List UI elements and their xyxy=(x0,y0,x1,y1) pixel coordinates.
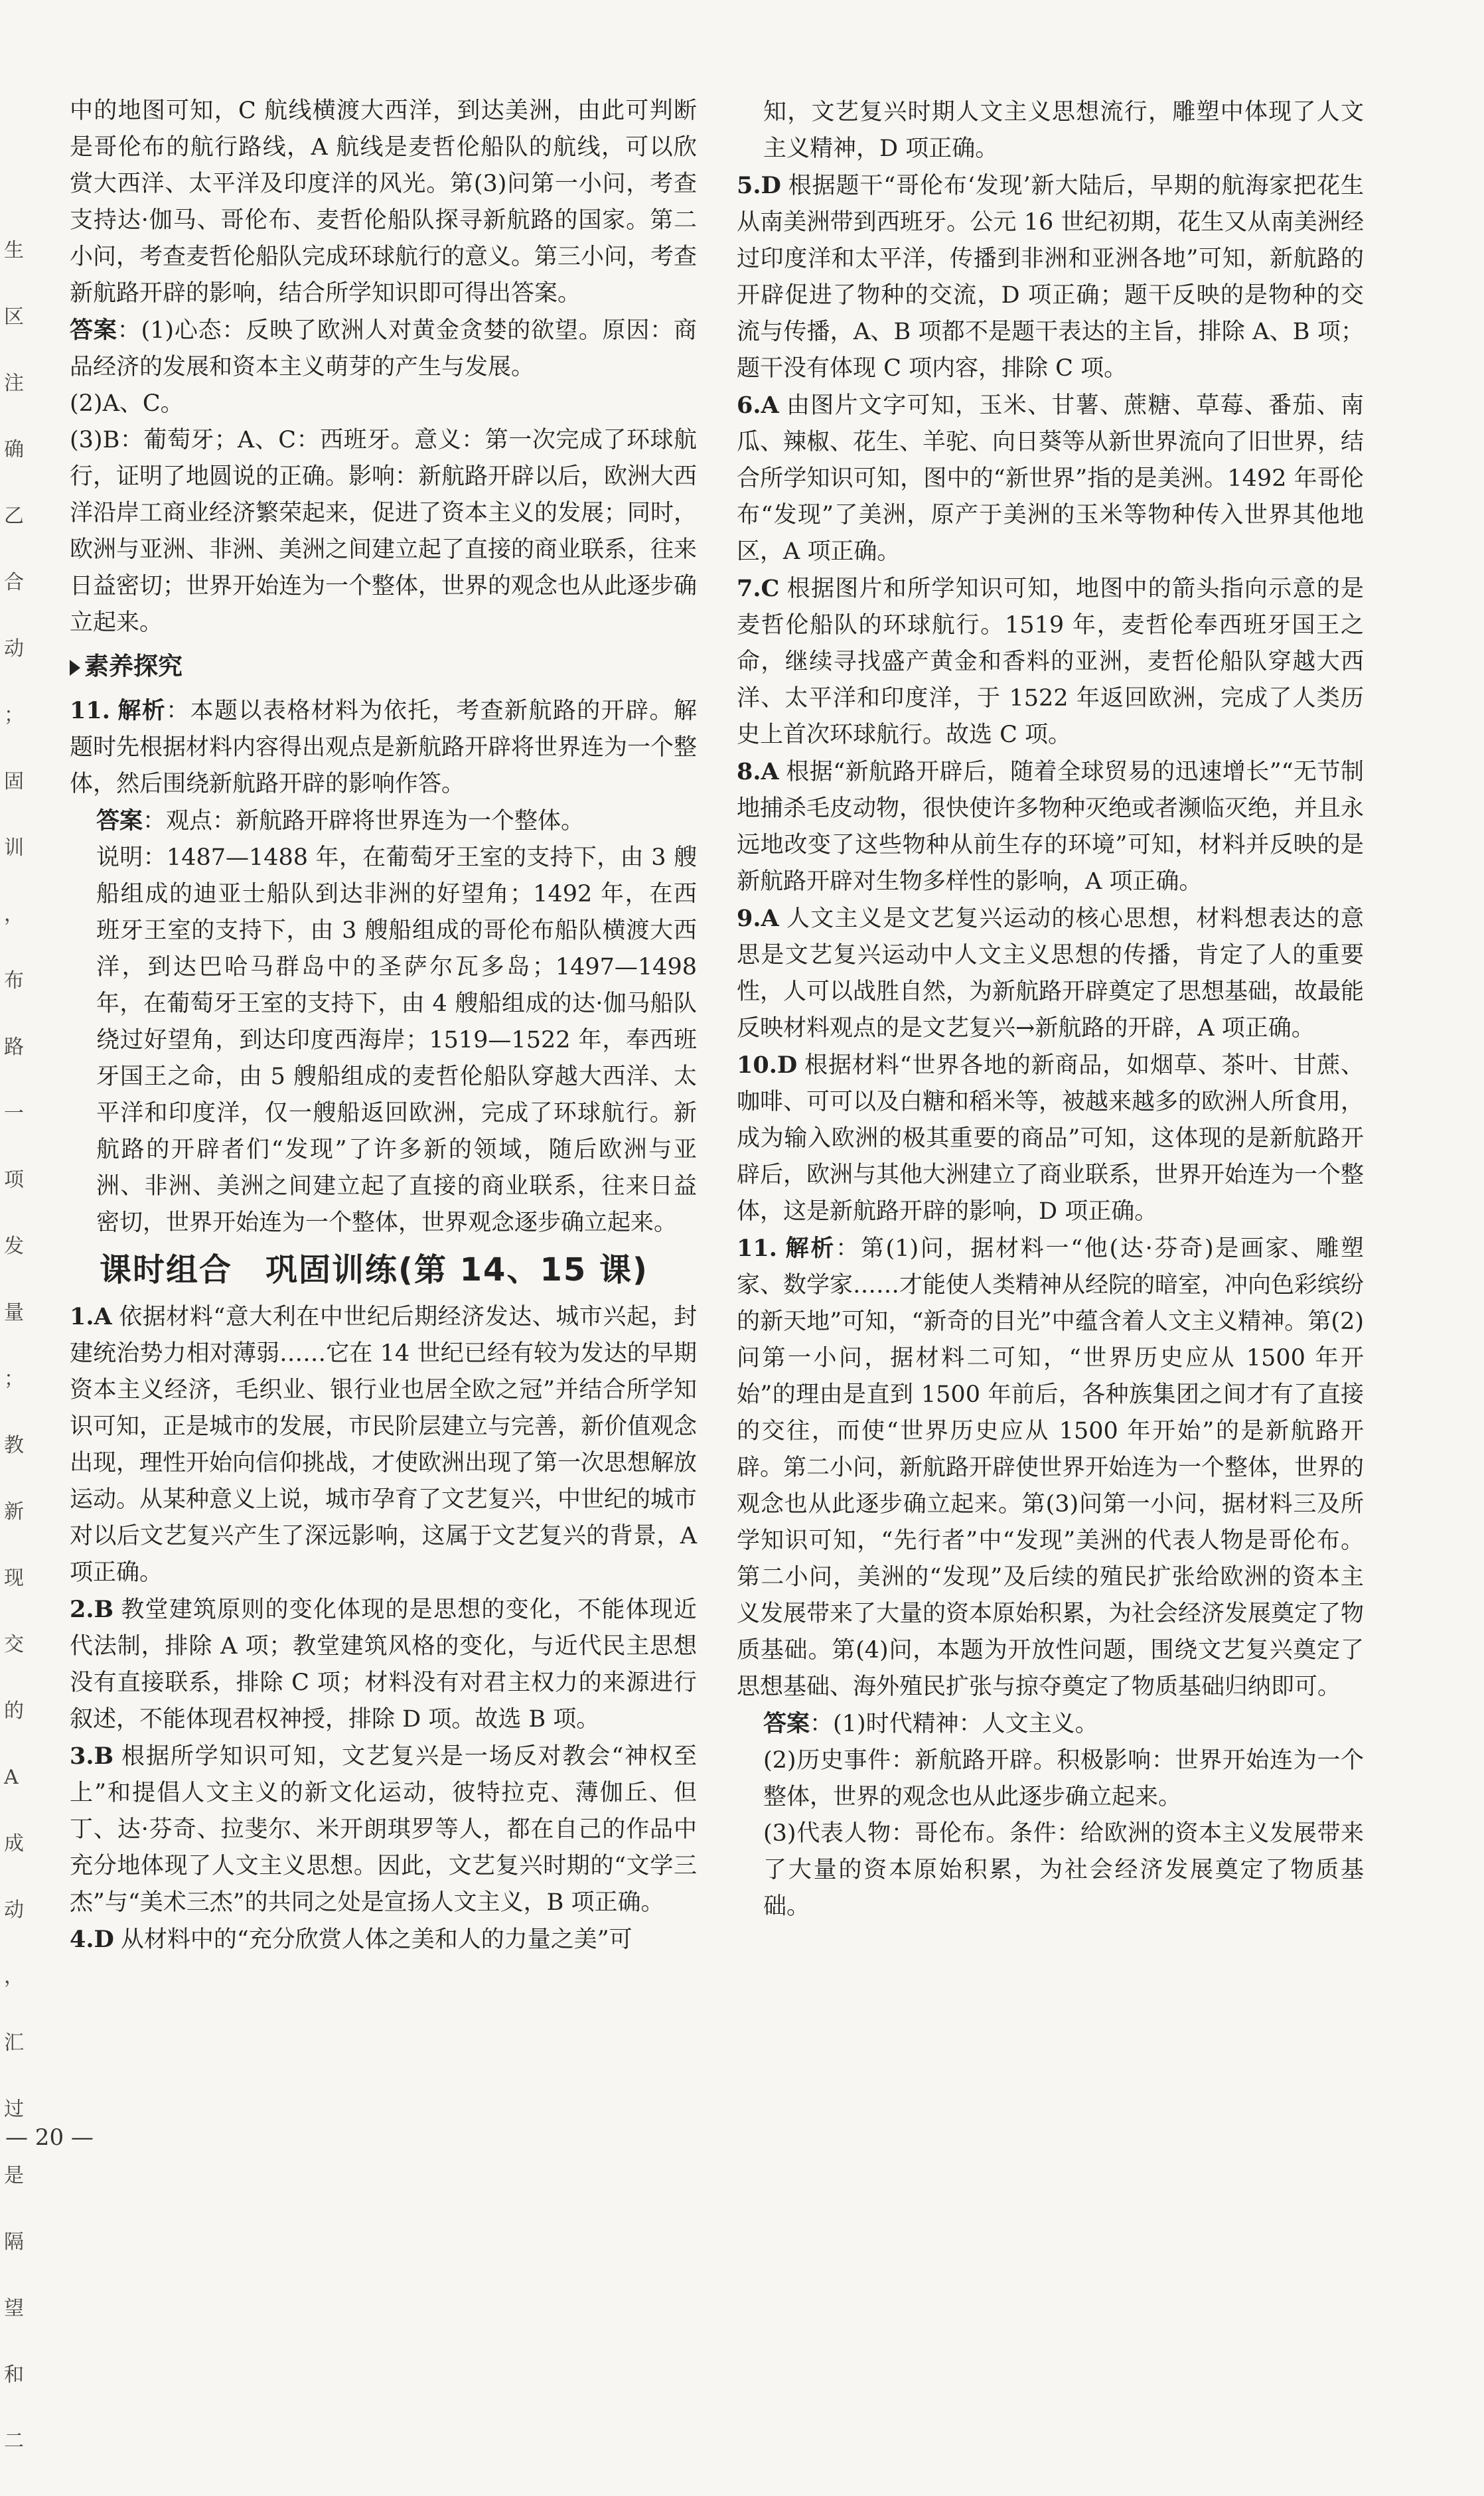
q11-analysis: ：本题以表格材料为依托，考查新航路的开辟。解题时先根据材料内容得出观点是新航路开辟将世界连为一个整体，然后围绕新航路开辟的影响作答。 xyxy=(70,698,698,797)
margin-char: ， xyxy=(4,903,24,926)
item-number: 5.D xyxy=(737,172,781,199)
item-text: 教堂建筑原则的变化体现的是思想的变化，不能体现近代法制，排除 A 项；教堂建筑风格的变化，与近代民主思想没有直接联系，排除 C 项；材料没有对君主权力的来源进行叙述，不能体现君权神授，排除 D 项。故选 B 项。 xyxy=(70,1597,697,1733)
margin-char: 注 xyxy=(4,372,24,395)
margin-char: 二 xyxy=(4,2430,24,2453)
margin-char: 训 xyxy=(4,836,24,860)
answer-item xyxy=(737,167,1364,387)
q11-answer-3: (3)代表人物：哥伦布。条件：给欧洲的资本主义发展带来了大量的资本原始积累，为社会经济发展奠定了物质基础。 xyxy=(763,1820,1364,1920)
margin-char: 是 xyxy=(4,2164,24,2187)
margin-char: 确 xyxy=(4,438,24,461)
right-answer-list xyxy=(737,167,1364,1230)
item-text: 根据题干“哥伦布‘发现’新大陆后，早期的航海家把花生从南美洲带到西班牙。公元 16 世纪初期，花生又从南美洲经过印度洋和太平洋，传播到非洲和亚洲各地”可知，新航路的开辟促进了物种的交流，D 项正确；题干反映的是物种的交流与传播，A、B 项都不是题干表达的主旨，排除 A、B 项；题干没有体现 C 项内容，排除 C 项。 xyxy=(737,173,1364,382)
item-number: 8.A xyxy=(737,758,779,785)
margin-char: 乙 xyxy=(4,505,24,528)
margin-char: 新 xyxy=(4,1500,24,1523)
margin-char: 区 xyxy=(4,305,24,329)
item-text: 依据材料“意大利在中世纪后期经济发达、城市兴起，封建统治势力相对薄弱……它在 14 世纪已经有较为发达的早期资本主义经济，毛织业、银行业也居全欧之冠”并结合所学知识可知，正是城市的发展，市民阶层建立与完善，新价值观念出现，理性开始向信仰挑战，才使欧洲出现了第一次思想解放运动。从某种意义上说，城市孕育了文艺复兴，中世纪的城市对以后文艺复兴产生了深远影响，这属于文艺复兴的背景，A 项正确。 xyxy=(70,1304,698,1586)
item-text: 由图片文字可知，玉米、甘薯、蔗糖、草莓、番茄、南瓜、辣椒、花生、羊驼、向日葵等从新世界流向了旧世界，结合所学知识可知，图中的“新世界”指的是美洲。1492 年哥伦布“发现”了美洲，原产于美洲的玉米等物种传入世界其他地区，A 项正确。 xyxy=(737,392,1365,565)
q11-answer-1: ：(1)时代精神：人文主义。 xyxy=(810,1711,1098,1737)
answer-label: 答案 xyxy=(70,317,117,344)
margin-char: 一 xyxy=(4,1102,24,1125)
right-column xyxy=(737,94,1364,1925)
answer-item xyxy=(737,570,1364,753)
lesson-title: 课时组合 巩固训练(第 14、15 课) xyxy=(100,1251,648,1288)
item-number: 3.B xyxy=(70,1743,114,1770)
q11-analysis-right: ：第(1)问，据材料一“他(达·芬奇)是画家、雕塑家、数学家……才能使人类精神从经院的暗室，冲向色彩缤纷的新天地”可知，“新奇的目光”中蕴含着人文主义精神。第(2)问第一小问，据材料二可知，“世界历史应从 1500 年开始”的理由是直到 1500 年前后，各种族集团之间才有了直接的交往，而使“世界历史应从 1500 年开始”的是新航路开辟。第二小问，新航路开辟使世界开始连为一个整体，世界的观念也从此逐步确立起来。第(3)问第一小问，据材料三及所学知识可知，“先行者”中“发现”美洲的代表人物是哥伦布。第二小问，美洲的“发现”及后续的殖民扩张给欧洲的资本主义发展带来了大量的资本原始积累，为社会经济发展奠定了物质基础。第(4)问，本题为开放性问题，围绕文艺复兴奠定了思想基础、海外殖民扩张与掠夺奠定了物质基础归纳即可。 xyxy=(737,1235,1365,1700)
margin-char: 隔 xyxy=(4,2230,24,2254)
answer-item xyxy=(70,1738,697,1921)
margin-char: 成 xyxy=(4,1832,24,1855)
item-text: 根据材料“世界各地的新商品，如烟草、茶叶、甘蔗、咖啡、可可以及白糖和稻米等，被越来越多的欧洲人所食用，成为输入欧洲的极其重要的商品”可知，这体现的是新航路开辟后，欧洲与其他大洲建立了商业联系，世界开始连为一个整体，这是新航路开辟的影响，D 项正确。 xyxy=(737,1052,1365,1225)
item-number: 7.C xyxy=(737,575,780,602)
answer-item xyxy=(737,1047,1364,1230)
margin-char: 合 xyxy=(4,571,24,594)
intro-paragraph: 中的地图可知，C 航线横渡大西洋，到达美洲，由此可判断是哥伦布的航行路线，A 航线是麦哲伦船队的航线，可以欣赏大西洋、太平洋及印度洋的风光。第(3)问第一小问，考查支持达·伽马、哥伦布、麦哲伦船队探寻新航路的国家。第二小问，考查麦哲伦船队完成环球航行的意义。第三小问，考查新航路开辟的影响，结合所学知识即可得出答案。 xyxy=(70,98,698,307)
q11-answer: ：观点：新航路开辟将世界连为一个整体。 xyxy=(143,808,585,834)
item-text: 根据图片和所学知识可知，地图中的箭头指向示意的是麦哲伦船队的环球航行。1519 年，麦哲伦奉西班牙国王之命，继续寻找盛产黄金和香料的亚洲，麦哲伦船队穿越大西洋、太平洋和印度洋，于 1522 年返回欧洲，完成了人类历史上首次环球航行。故选 C 项。 xyxy=(737,576,1364,748)
item-number: 9.A xyxy=(737,905,779,932)
answer-label: 答案 xyxy=(96,807,143,834)
item-number: 6.A xyxy=(737,392,779,419)
margin-char: 望 xyxy=(4,2297,24,2320)
margin-char: ； xyxy=(4,704,24,727)
margin-char: 动 xyxy=(4,1899,24,1922)
arrow-marker-icon xyxy=(70,660,80,676)
page-number: — 20 — xyxy=(5,2124,94,2151)
item-number: 1.A xyxy=(70,1303,112,1330)
question-number: 11. xyxy=(70,697,110,724)
margin-char: 和 xyxy=(4,2363,24,2386)
item-text: 根据“新航路开辟后，随着全球贸易的迅速增长”“无节制地捕杀毛皮动物，很快使许多物种灭绝或者濒临灭绝，并且永远地改变了这些物种从前生存的环境”可知，材料并反映的是新航路开辟对生物多样性的影响，A 项正确。 xyxy=(737,759,1365,895)
margin-char: 的 xyxy=(4,1699,24,1723)
left-answer-list xyxy=(70,1298,697,1958)
left-margin-fragments xyxy=(4,239,24,2496)
margin-char: 项 xyxy=(4,1168,24,1192)
answer-item xyxy=(70,1298,697,1591)
margin-char: 动 xyxy=(4,637,24,661)
question-number: 11. xyxy=(737,1235,777,1262)
analysis-label: 解析 xyxy=(783,1235,836,1262)
item-number: 2.B xyxy=(70,1596,114,1623)
answer-1: ：(1)心态：反映了欧洲人对黄金贪婪的欲望。原因：商品经济的发展和资本主义萌芽的产生与发展。 xyxy=(70,317,697,380)
q11-answer-2: (2)历史事件：新航路开辟。积极影响：世界开始连为一个整体，世界的观念也从此逐步确立起来。 xyxy=(763,1747,1364,1810)
item-text: 从材料中的“充分欣赏人体之美和人的力量之美”可 xyxy=(120,1926,632,1953)
answer-item xyxy=(737,387,1364,570)
item-text: 人文主义是文艺复兴运动的核心思想，材料想表达的意思是文艺复兴运动中人文主义思想的传播，肯定了人的重要性，人可以战胜自然，为新航路开辟奠定了思想基础，故最能反映材料观点的是文艺复兴→新航路的开辟，A 项正确。 xyxy=(737,905,1365,1042)
margin-char: 发 xyxy=(4,1235,24,1258)
margin-char: 固 xyxy=(4,770,24,793)
margin-char: 交 xyxy=(4,1633,24,1656)
margin-char: ， xyxy=(4,1965,24,1988)
answer-item xyxy=(737,753,1364,900)
margin-char: ； xyxy=(4,1367,24,1391)
margin-char: A xyxy=(4,1766,19,1789)
margin-char: 现 xyxy=(4,1567,24,1590)
margin-char: 布 xyxy=(4,969,24,992)
margin-char: 量 xyxy=(4,1301,24,1324)
margin-char: 路 xyxy=(4,1036,24,1059)
answer-item xyxy=(737,900,1364,1047)
margin-char: 过 xyxy=(4,2098,24,2121)
margin-char: 教 xyxy=(4,1434,24,1457)
answer-3: (3)B：葡萄牙；A、C：西班牙。意义：第一次完成了环球航行，证明了地圆说的正确。影响：新航路开辟以后，欧洲大西洋沿岸工商业经济繁荣起来，促进了资本主义的发展；同时，欧洲与亚洲、非洲、美洲之间建立起了直接的商业联系，往来日益密切；世界开始连为一个整体，世界的观念也从此逐步确立起来。 xyxy=(70,427,698,636)
left-column xyxy=(70,93,697,1958)
margin-char: 汇 xyxy=(4,2031,24,2055)
answer-item xyxy=(70,1921,697,1958)
section-heading: 素养探究 xyxy=(70,648,697,684)
item-number: 4.D xyxy=(70,1926,114,1953)
answer-item xyxy=(70,1591,697,1738)
q11-explanation: 说明：1487—1488 年，在葡萄牙王室的支持下，由 3 艘船组成的迪亚士船队到达非洲的好望角；1492 年，在西班牙王室的支持下，由 3 艘船组成的哥伦布船队横渡大西洋，到达巴哈马群岛中的圣萨尔瓦多岛；1497—1498 年，在葡萄牙王室的支持下，由 4 艘船组成的达·伽马船队绕过好望角，到达印度西海岸；1519—1522 年，奉西班牙国王之命，由 5 艘船组成的麦哲伦船队穿越大西洋、太平洋和印度洋，仅一艘船返回欧洲，完成了环球航行。新航路的开辟者们“发现”了许多新的领域，随后欧洲与亚洲、非洲、美洲之间建立起了直接的商业联系，往来日益密切，世界开始连为一个整体，世界观念逐步确立起来。 xyxy=(96,844,697,1236)
margin-char: 生 xyxy=(4,239,24,262)
analysis-label: 解析 xyxy=(116,697,167,724)
answer-label: 答案 xyxy=(763,1710,810,1737)
item-number: 10.D xyxy=(737,1052,798,1079)
answer-2: (2)A、C。 xyxy=(70,390,184,417)
continued-text: 知，文艺复兴时期人文主义思想流行，雕塑中体现了人文主义精神，D 项正确。 xyxy=(763,99,1364,162)
item-text: 根据所学知识可知，文艺复兴是一场反对教会“神权至上”和提倡人文主义的新文化运动，彼特拉克、薄伽丘、但丁、达·芬奇、拉斐尔、米开朗琪罗等人，都在自己的作品中充分地体现了人文主义思想。因此，文艺复兴时期的“文学三杰”与“美术三杰”的共同之处是宣扬人文主义，B 项正确。 xyxy=(70,1743,697,1916)
